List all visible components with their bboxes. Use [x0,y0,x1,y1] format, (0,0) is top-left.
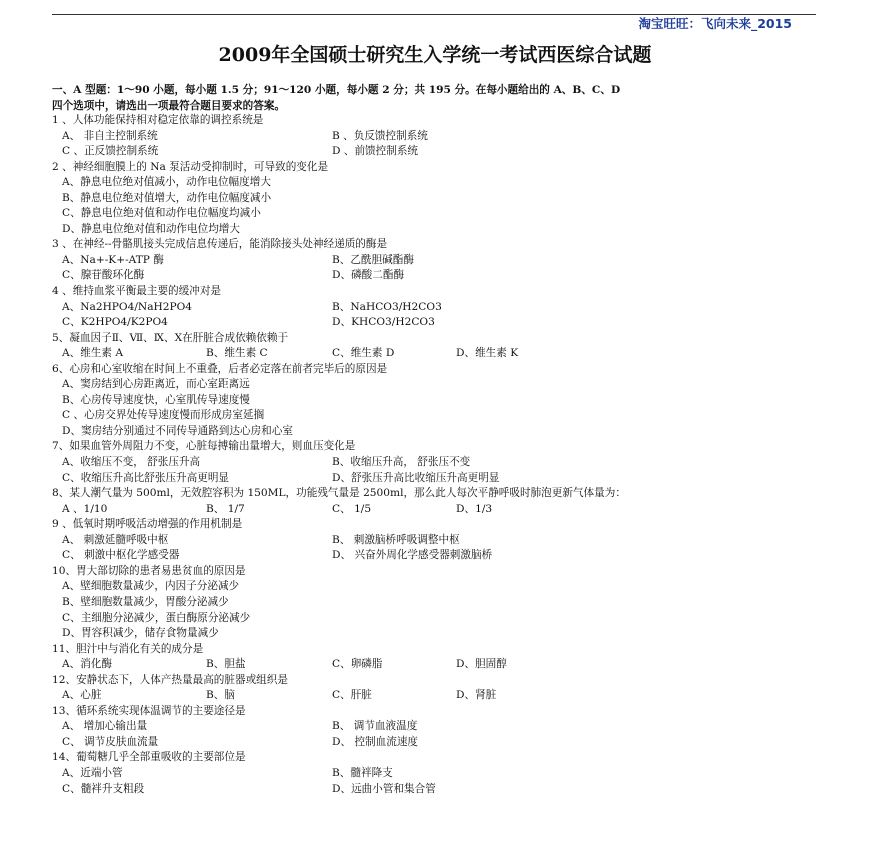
answer-option: D、磷酸二酯酶 [332,269,405,282]
question-block [52,642,832,673]
answer-option: A、收缩压不变， 舒张压升高 [62,456,201,469]
answer-option: D、胆固醇 [456,658,507,671]
option-row [52,533,832,549]
page-title: 2009年全国硕士研究生入学统一考试西医综合试题 [218,44,652,66]
answer-option: B、胆盐 [206,658,246,671]
answer-option: A 、1/10 [62,502,108,515]
question-stem: 3 、在神经--骨骼肌接头完成信息传递后，能消除接头处神经递质的酶是 [52,238,388,251]
answer-option: D 、前馈控制系统 [332,145,419,158]
option-row [52,315,832,331]
question-stem: 10、胃大部切除的患者易患贫血的原因是 [52,564,246,577]
question-stem: 9 、低氧时期呼吸活动增强的作用机制是 [52,518,243,531]
answer-option: C、 刺激中枢化学感受器 [62,549,180,562]
answer-option: C、 调节皮肤血流量 [62,735,159,748]
answer-option: A、静息电位绝对值减小，动作电位幅度增大 [62,176,271,189]
answer-option: B、脑 [206,689,235,702]
answer-option: B、收缩压升高， 舒张压不变 [332,456,471,469]
option-row [52,300,832,316]
question-block [52,362,832,440]
answer-option: D、窦房结分别通过不同传导通路到达心房和心室 [62,424,293,437]
question-block [52,160,832,238]
answer-option: C 、心房交界处传导速度慢而形成房室延搁 [62,409,265,422]
question-block [52,517,832,564]
answer-option: C、 1/5 [332,502,372,515]
question-stem: 1 、人体功能保持相对稳定依靠的调控系统是 [52,114,264,126]
answer-option: A、窦房结到心房距离近，而心室距离远 [62,378,250,391]
question-block [52,673,832,704]
question-block [52,439,832,486]
answer-option: B、NaHCO3/H2CO3 [332,300,442,313]
answer-option: A、Na+-K+-ATP 酶 [62,253,164,266]
answer-option: A、壁细胞数量减少，内因子分泌减少 [62,580,240,593]
answer-option: B、心房传导速度快，心室肌传导速度慢 [62,393,250,406]
answer-option: C 、正反馈控制系统 [62,145,159,158]
instruction-line: 一、A 型题：1～90 小题，每小题 1.5 分；91～120 小题，每小题 2 分；共 195 分。在每小题给出的 A、B、C、D [52,84,621,96]
option-row [52,502,832,518]
question-block [52,486,832,517]
question-list [52,113,832,797]
question-stem: 6、心房和心室收缩在时间上不重叠，后者必定落在前者完毕后的原因是 [52,362,388,375]
option-row [52,719,832,735]
answer-option: C、卵磷脂 [332,658,383,671]
answer-option: C、腺苷酸环化酶 [62,269,145,282]
answer-option: A、近端小管 [62,766,123,779]
question-block [52,750,832,797]
answer-option: B、 刺激脑桥呼吸调整中枢 [332,533,460,546]
question-stem: 13、循环系统实现体温调节的主要途径是 [52,704,246,717]
option-row [52,346,832,362]
answer-option: D、舒张压升高比收缩压升高更明显 [332,471,500,484]
answer-option: D、 兴奋外周化学感受器刺激脑桥 [332,549,493,562]
answer-option: B、维生素 C [206,347,268,360]
answer-option: A、Na2HPO4/NaH2PO4 [62,300,193,313]
answer-option: B、静息电位绝对值增大，动作电位幅度减小 [62,191,272,204]
answer-option: D、1/3 [456,502,493,515]
answer-option: A、 增加心输出量 [62,720,148,733]
answer-option: C、髓袢升支粗段 [62,782,145,795]
answer-option: D、肾脏 [456,689,497,702]
instruction-line: 四个选项中，请选出一项最符合题目要求的答案。 [52,100,286,112]
option-row [52,657,832,673]
question-stem: 7、如果血管外周阻力不变，心脏每搏输出量增大，则血压变化是 [52,440,356,453]
question-stem: 11、胆汁中与消化有关的成分是 [52,642,204,655]
option-row [52,782,832,798]
answer-option: A、 非自主控制系统 [62,129,158,142]
question-block [52,704,832,751]
question-stem: 4 、维持血浆平衡最主要的缓冲对是 [52,285,222,298]
option-row [52,268,832,284]
option-row [52,548,832,564]
question-block [52,331,832,362]
option-row [52,144,832,160]
answer-option: A、消化酶 [62,658,113,671]
answer-option: D、静息电位绝对值和动作电位均增大 [62,222,240,235]
answer-option: B、髓袢降支 [332,766,393,779]
watermark-text: 淘宝旺旺：飞向未来_2015 [638,16,792,31]
answer-option: D、远曲小管和集合管 [332,782,436,795]
answer-option: C、K2HPO4/K2PO4 [62,316,168,329]
question-stem: 14、葡萄糖几乎全部重吸收的主要部位是 [52,751,246,764]
option-row [52,253,832,269]
answer-option: C、维生素 D [332,347,395,360]
answer-option: D、维生素 K [456,347,519,360]
question-block [52,237,832,284]
answer-option: B、乙酰胆碱酯酶 [332,253,414,266]
answer-option: D、胃容积减少，储存食物量减少 [62,627,219,640]
answer-option: A、 刺激延髓呼吸中枢 [62,533,169,546]
question-block [52,284,832,331]
answer-option: C、主细胞分泌减少，蛋白酶原分泌减少 [62,611,251,624]
question-stem: 2 、神经细胞膜上的 Na 泵活动受抑制时，可导致的变化是 [52,160,329,173]
answer-option: B、 1/7 [206,502,245,515]
answer-option: B、 调节血液温度 [332,720,418,733]
option-row [52,471,832,487]
answer-option: D、 控制血流速度 [332,735,419,748]
option-row [52,766,832,782]
answer-option: D、KHCO3/H2CO3 [332,316,435,329]
answer-option: B、壁细胞数量减少，胃酸分泌减少 [62,595,229,608]
option-row [52,455,832,471]
answer-option: C、肝脏 [332,689,372,702]
answer-option: A、心脏 [62,689,102,702]
question-block [52,113,832,160]
section-instructions [52,82,822,114]
option-row [52,129,832,145]
question-block [52,564,832,642]
question-stem: 12、安静状态下，人体产热量最高的脏器或组织是 [52,673,288,686]
option-row [52,735,832,751]
answer-option: A、维生素 A [62,347,124,360]
question-stem: 8、某人潮气量为 500ml，无效腔容积为 150ML，功能残气量是 2500ml，那么此人每次平静呼吸时肺泡更新气体量为： [52,487,626,500]
answer-option: B 、负反馈控制系统 [332,129,428,142]
answer-option: C、收缩压升高比舒张压升高更明显 [62,471,230,484]
answer-option: C、静息电位绝对值和动作电位幅度均减小 [62,207,261,220]
question-stem: 5、凝血因子Ⅱ、Ⅶ、Ⅸ、Ⅹ在肝脏合成依赖依赖于 [52,331,289,344]
option-row [52,688,832,704]
